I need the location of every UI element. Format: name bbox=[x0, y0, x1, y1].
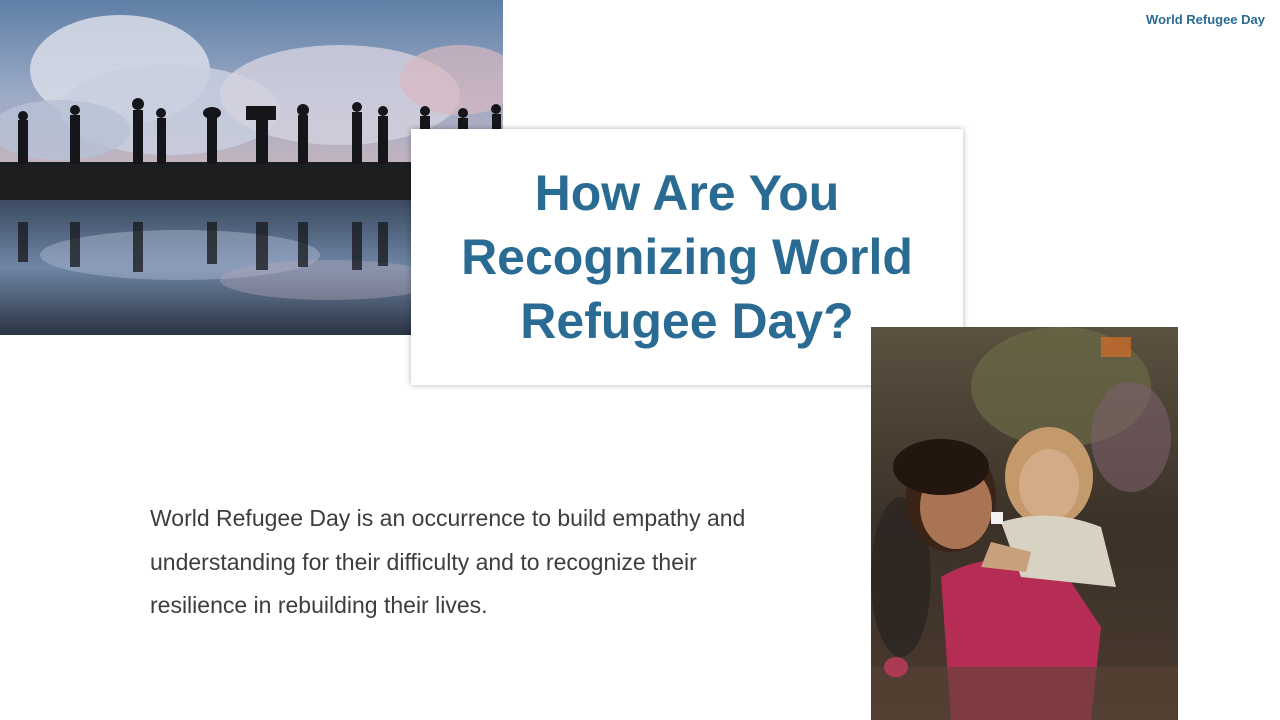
header-label: World Refugee Day bbox=[1146, 12, 1265, 27]
page-title: How Are You Recognizing World Refugee Day? bbox=[461, 165, 913, 349]
body-paragraph: World Refugee Day is an occurrence to build empathy and understanding for their difficulty and to recognize their resilience in rebuilding their lives. bbox=[150, 505, 746, 618]
children-refugees-photo bbox=[871, 327, 1178, 720]
